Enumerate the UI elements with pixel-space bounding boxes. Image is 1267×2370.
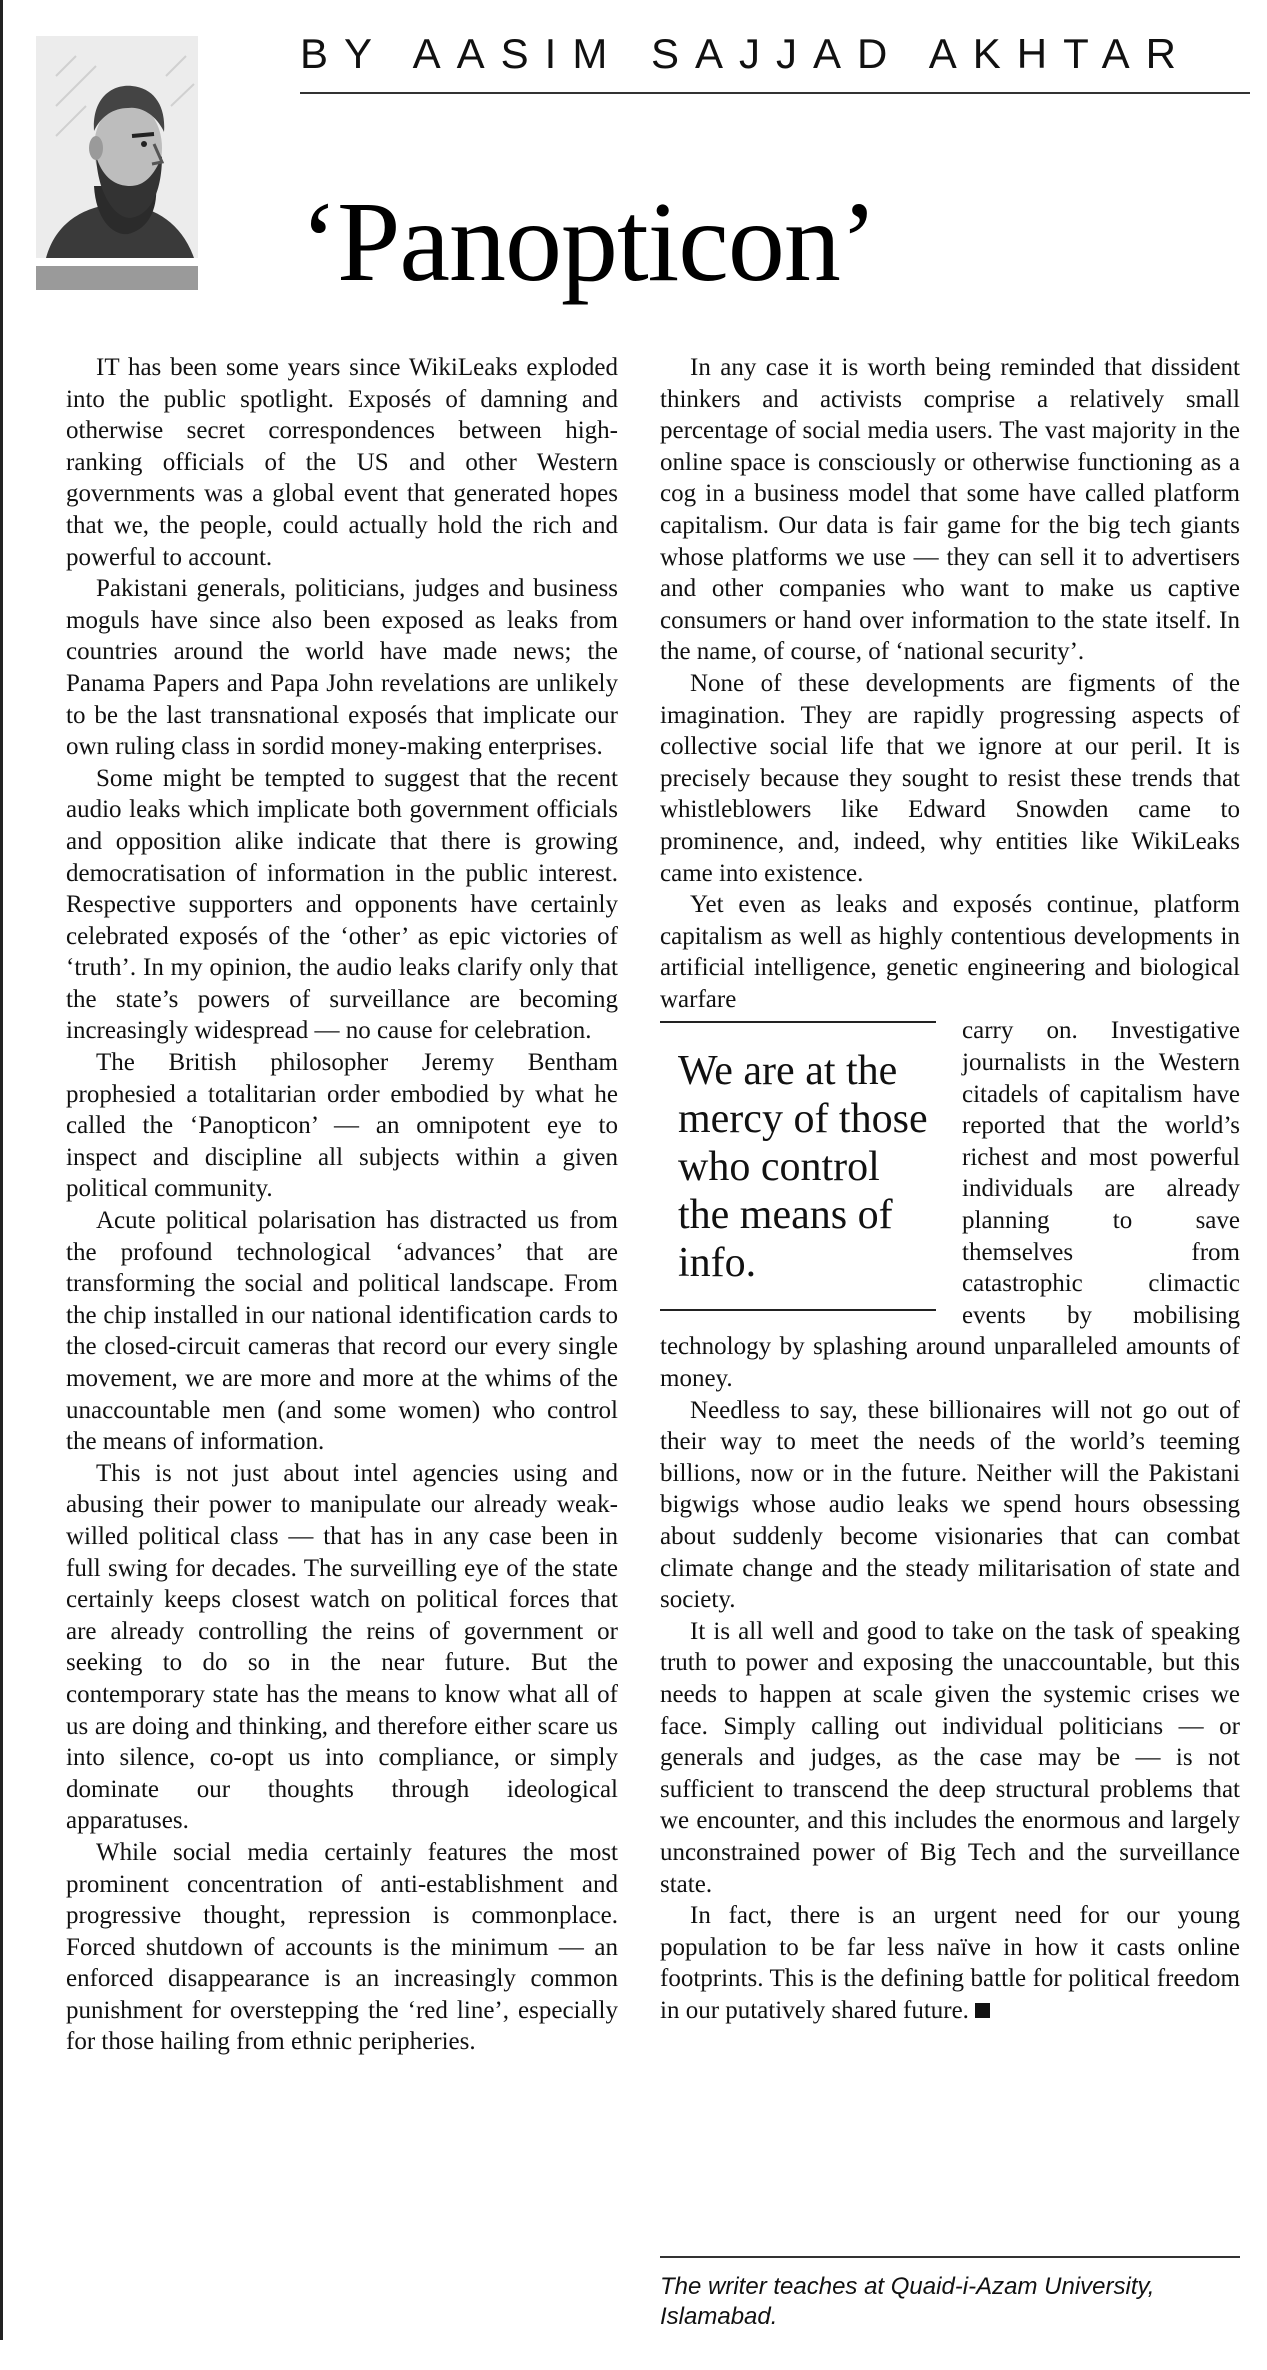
footnote-rule bbox=[660, 2256, 1240, 2258]
paragraph: The British philosopher Jeremy Bentham prophesied a totalitarian order embodied by what he called the ‘Panopticon’ — an omnipotent eye to inspect and discipline all subjects within a given political community. bbox=[66, 1049, 618, 1203]
paragraph: Acute political polarisation has distracted us from the profound technological ‘advances’ that are transforming the social and political landscape. From the chip installed in our national identification cards to the closed-circuit cameras that record our every single movement, we are more and more at the whims of the unaccountable men (and some women) who control the means of information. bbox=[66, 1207, 618, 1456]
article-column-left bbox=[66, 352, 618, 2058]
page-left-rule bbox=[0, 0, 3, 2340]
byline-rule bbox=[300, 92, 1250, 94]
paragraph: While social media certainly features the most prominent concentration of anti-establishment and progressive thought, repression is commonplace. Forced shutdown of accounts is the minimum — an enforced disappearance is an increasingly common punishment for overstepping the ‘red line’, especially for those hailing from ethnic peripheries. bbox=[66, 1838, 618, 2056]
paragraph-final bbox=[660, 1900, 1240, 2026]
article-column-right bbox=[660, 352, 1240, 2026]
pull-quote: We are at the mercy of those who control the means of info. bbox=[660, 1021, 936, 1311]
paragraph: Needless to say, these billionaires will not go out of their way to meet the needs of the world’s teeming billions, now or in the future. Neither will the Pakistani bigwigs whose audio leaks we spend hours obsessing about suddenly become visionaries that can combat climate change and the steady militarisation of state and society. bbox=[660, 1396, 1240, 1614]
paragraph: IT has been some years since WikiLeaks exploded into the public spotlight. Exposés of damning and otherwise secret correspondences between high-ranking officials of the US and other Western governments was a global event that generated hopes that we, the people, could actually hold the rich and powerful to account. bbox=[66, 354, 618, 571]
paragraph-wrapped: carry on. Investigative journalists in the Western citadels of capitalism have reported that the world’s richest and most powerful individuals are already planning to save themselves from catastrophic climactic events by mobilising technology by splashing around unparalleled amounts of money. bbox=[660, 1017, 1240, 1392]
paragraph: It is all well and good to take on the task of speaking truth to power and exposing the unaccountable, but this needs to happen at scale given the systemic crises we face. Simply calling out individual politicians — or generals and judges, as the case may be — is not sufficient to transcend the deep structural problems that we encounter, and this includes the enormous and largely unconstrained power of Big Tech and the surveillance state. bbox=[660, 1617, 1240, 1898]
headline: ‘Panopticon’ bbox=[300, 178, 877, 305]
paragraph: Some might be tempted to suggest that the recent audio leaks which implicate both government officials and opposition alike indicate that there is growing democratisation of information in the public interest. Respective supporters and opponents have certainly celebrated exposés of the ‘other’ as epic victories of ‘truth’. In my opinion, the audio leaks clarify only that the state’s powers of surveillance are becoming increasingly widespread — no cause for celebration. bbox=[66, 764, 618, 1045]
paragraph: Pakistani generals, politicians, judges and business moguls have since also been exposed as leaks from countries around the world have made news; the Panama Papers and Papa John revelations are unlikely to be the last transnational exposés that implicate our own ruling class in sordid money-making enterprises. bbox=[66, 575, 618, 761]
byline: BY AASIM SAJJAD AKHTAR bbox=[300, 30, 1192, 77]
author-portrait-block bbox=[36, 36, 198, 290]
paragraph: None of these developments are figments of the imagination. They are rapidly progressing aspects of collective social life that we ignore at our peril. It is precisely because they sought to resist these trends that whistleblowers like Edward Snowden came to prominence, and, indeed, why entities like WikiLeaks came into existence. bbox=[660, 669, 1240, 887]
paragraph: In any case it is worth being reminded that dissident thinkers and activists comprise a relatively small percentage of social media users. The vast majority in the online space is consciously or otherwise functioning as a cog in a business model that some have called platform capitalism. Our data is fair game for the big tech giants whose platforms we use — they can sell it to advertisers and other companies who want to make us captive consumers or hand over information to the state itself. In the name, of course, of ‘national security’. bbox=[660, 354, 1240, 666]
end-mark-icon bbox=[975, 2003, 990, 2018]
paragraph-final-text: In fact, there is an urgent need for our young population to be far less naïve in how it casts online footprints. This is the defining battle for political freedom in our putatively shared future. bbox=[660, 1902, 1240, 2024]
portrait-accent-bar bbox=[36, 266, 198, 290]
paragraph: This is not just about intel agencies using and abusing their power to manipulate our already weak-willed political class — that has in any case been in full swing for decades. The surveilling eye of the state certainly keeps closest watch on political forces that are already controlling the reins of government or seeking to do so in the near future. But the contemporary state has the means to know what all of us are doing and thinking, and therefore either scare us into silence, co-opt us into compliance, or simply dominate our thoughts through ideological apparatuses. bbox=[66, 1459, 618, 1835]
paragraph: Yet even as leaks and exposés continue, platform capitalism as well as highly contentious developments in artificial intelligence, genetic engineering and biological warfare bbox=[660, 891, 1240, 1013]
author-footnote: The writer teaches at Quaid-i-Azam University, Islamabad. bbox=[660, 2273, 1155, 2330]
author-portrait bbox=[36, 36, 198, 258]
author-portrait-illustration-icon bbox=[36, 36, 198, 258]
